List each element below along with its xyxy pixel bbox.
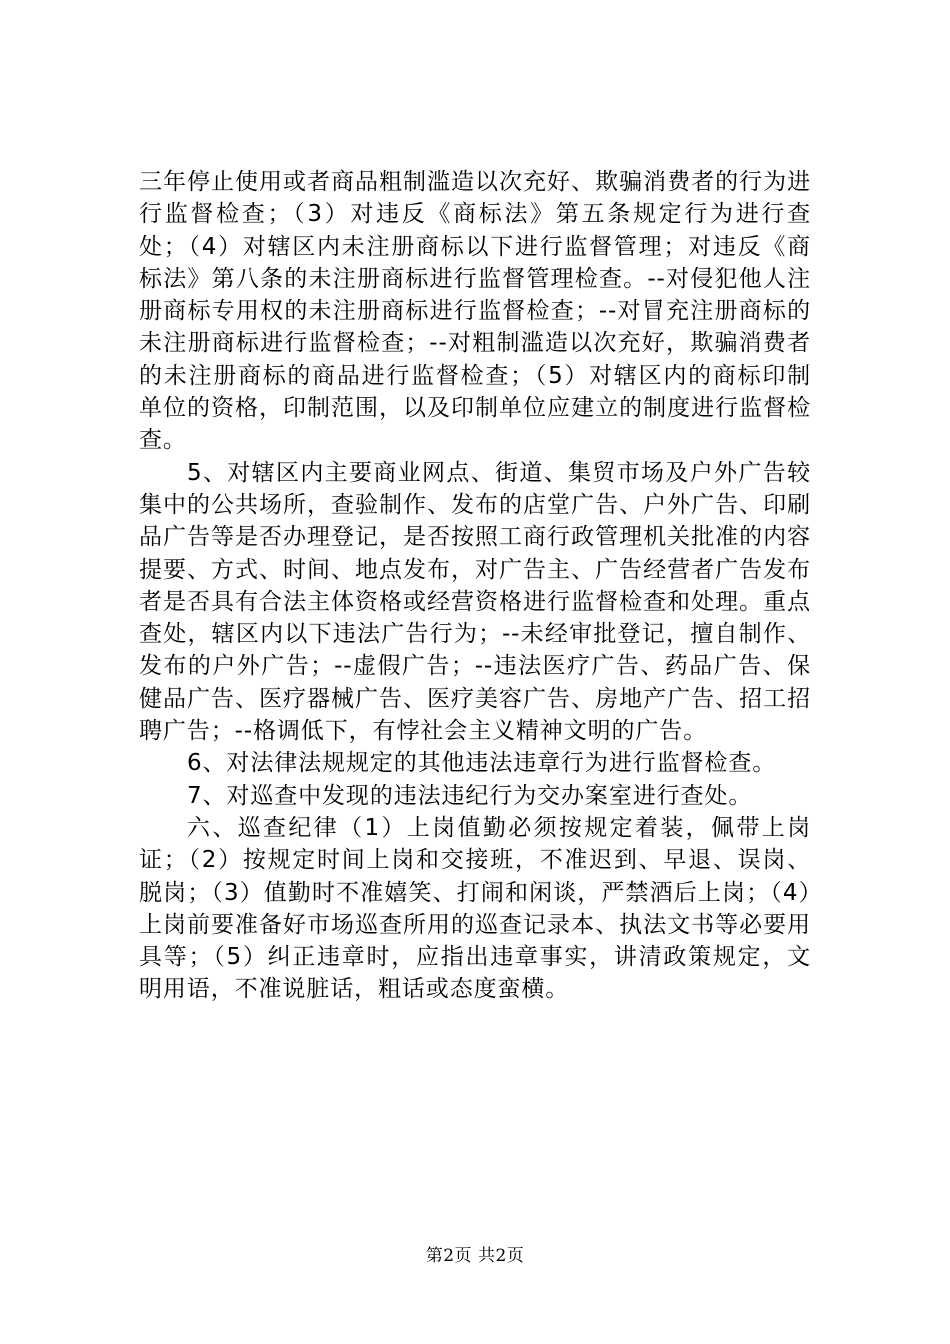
paragraph-other-violations: 6、对法律法规规定的其他违法违章行为进行监督检查。 [187, 750, 777, 777]
page-number-footer: 第2页 共2页 [425, 1246, 525, 1266]
document-body [139, 166, 811, 1006]
paragraph-patrol-discipline: 六、巡查纪律（1）上岗值勤必须按规定着装，佩带上岗证；（2）按规定时间上岗和交接班，不准迟到、早退、误岗、脱岗；（3）值勤时不准嬉笑、打闹和闲谈，严禁酒后上岗；（4）上岗前要准备好市场巡查所用的巡查记录本、执法文书等必要用具等；（5）纠正违章时，应指出违章事实，讲清政策规定，文明用语，不准说脏话，粗话或态度蛮横。 [139, 814, 811, 1003]
paragraph-case-referral: 7、对巡查中发现的违法违纪行为交办案室进行查处。 [187, 782, 753, 809]
paragraph-trademark-supervision: 三年停止使用或者商品粗制滥造以次充好、欺骗消费者的行为进行监督检查；（3）对违反《商标法》第五条规定行为进行查处；（4）对辖区内未注册商标以下进行监督管理；对违反《商标法》第八条的未注册商标进行监督管理检查。--对侵犯他人注册商标专用权的未注册商标进行监督检查；--对冒充注册商标的未注册商标进行监督检查；--对粗制滥造以次充好，欺骗消费者的未注册商标的商品进行监督检查；（5）对辖区内的商标印制单位的资格，印制范围，以及印制单位应建立的制度进行监督检查。 [139, 169, 811, 454]
paragraph-advertising-inspection: 5、对辖区内主要商业网点、街道、集贸市场及户外广告较集中的公共场所，查验制作、发布的店堂广告、户外广告、印刷品广告等是否办理登记，是否按照工商行政管理机关批准的内容提要、方式、时间、地点发布，对广告主、广告经营者广告发布者是否具有合法主体资格或经营资格进行监督检查和处理。重点查处，辖区内以下违法广告行为；--未经审批登记，擅自制作、发布的户外广告；--虚假广告；--违法医疗广告、药品广告、保健品广告、医疗器械广告、医疗美容广告、房地产广告、招工招聘广告；--格调低下，有悖社会主义精神文明的广告。 [139, 459, 811, 745]
